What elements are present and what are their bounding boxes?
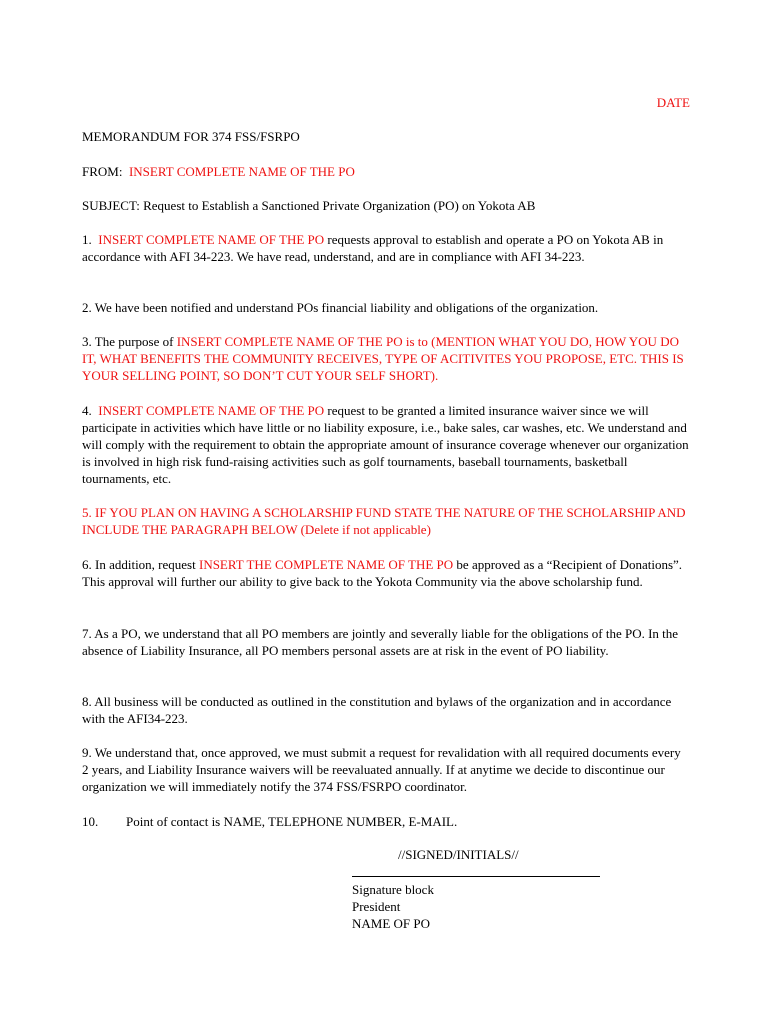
paragraph-1-number: 1. (82, 232, 92, 247)
signature-block-label: Signature block (352, 882, 434, 897)
signature-title: President (352, 899, 401, 914)
paragraph-2: 2. We have been notified and understand POs financial liability and obligations of the organization. (82, 300, 599, 315)
paragraph-6-lead: 6. In addition, request (82, 557, 199, 572)
paragraph-6-text: be approved as a “Recipient of Donations”. This approval will further our ability to give back to the Yokota Community via the above scholarship fund. (82, 557, 683, 589)
paragraph-8: 8. All business will be conducted as outlined in the constitution and bylaws of the organization and in accordance with the AFI34-223. (82, 694, 672, 726)
paragraph-3 (82, 333, 690, 384)
from-line (82, 163, 690, 180)
paragraph-1-text: requests approval to establish and operate a PO on Yokota AB in accordance with AFI 34-223. We have read, understand, and are in compliance with AFI 34-223. (82, 232, 664, 264)
paragraph-3-lead: 3. The purpose of (82, 334, 177, 349)
paragraph-1 (82, 231, 690, 265)
signature-line (352, 864, 600, 877)
paragraph-10-number: 10. (82, 814, 99, 829)
signature-org-name: NAME OF PO (352, 916, 431, 931)
paragraph-10-point-of-contact (82, 813, 690, 830)
paragraph-4-name-placeholder: INSERT COMPLETE NAME OF THE PO (98, 403, 325, 418)
memo-for-line: MEMORANDUM FOR 374 FSS/FSRPO (82, 129, 300, 144)
paragraph-4 (82, 402, 690, 487)
paragraph-3-purpose-placeholder: INSERT COMPLETE NAME OF THE PO is to (MENTION WHAT YOU DO, HOW YOU DO IT, WHAT BENEFITS THE COMMUNITY RECEIVES, TYPE OF ACITIVITES YOU PROPOSE, ETC. THIS IS YOUR SELLING POINT, SO DON’T CUT YOUR SELF SHORT). (82, 334, 684, 383)
paragraph-1-name-placeholder: INSERT COMPLETE NAME OF THE PO (98, 232, 325, 247)
paragraph-7: 7. As a PO, we understand that all PO members are jointly and severally liable for the obligations of the PO. In the absence of Liability Insurance, all PO members personal assets are at risk in the event of PO liability. (82, 626, 679, 658)
date-placeholder: DATE (656, 95, 690, 110)
paragraph-6 (82, 556, 690, 590)
paragraph-10-text: Point of contact is NAME, TELEPHONE NUMBER, E-MAIL. (126, 814, 458, 829)
paragraph-6-name-placeholder: INSERT THE COMPLETE NAME OF THE PO (198, 557, 454, 572)
signed-initials: //SIGNED/INITIALS// (398, 847, 519, 862)
from-name-placeholder: INSERT COMPLETE NAME OF THE PO (128, 164, 355, 179)
from-label: FROM: (82, 164, 123, 179)
subject-line: SUBJECT: Request to Establish a Sanctioned Private Organization (PO) on Yokota AB (82, 198, 536, 213)
paragraph-4-number: 4. (82, 403, 92, 418)
paragraph-4-text: request to be granted a limited insurance waiver since we will participate in activities which have little or no liability exposure, i.e., bake sales, car washes, etc. We understand and will comply with the requirement to obtain the appropriate amount of insurance coverage whenever our organization is involved in high risk fund-raising activities such as golf tournaments, baseball tournaments, basketball tournaments, etc. (82, 403, 689, 486)
paragraph-5-scholarship-note: 5. IF YOU PLAN ON HAVING A SCHOLARSHIP FUND STATE THE NATURE OF THE SCHOLARSHIP AND INCLUDE THE PARAGRAPH BELOW (Delete if not applicable) (82, 505, 686, 537)
paragraph-9: 9. We understand that, once approved, we must submit a request for revalidation with all required documents every 2 years, and Liability Insurance waivers will be reevaluated annually. If at anytime we decide to discontinue our organization we will immediately notify the 374 FSS/FSRPO coordinator. (82, 745, 681, 794)
